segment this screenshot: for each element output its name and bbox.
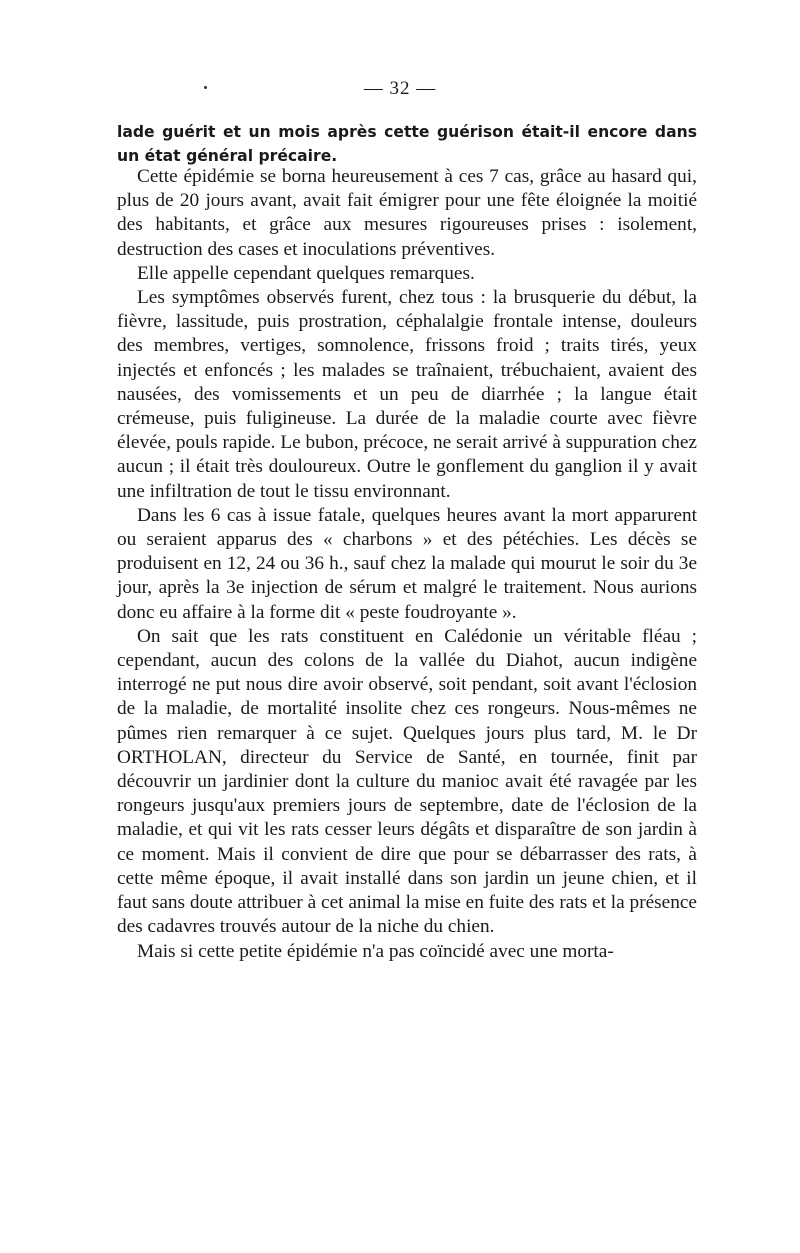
- body-text: [117, 165, 697, 964]
- paragraph-1: Cette épidémie se borna heureusement à ces 7 cas, grâce au hasard qui, plus de 20 jours avant, avait fait émigrer pour une fête éloignée la moitié des habitants, et grâce aux mesures rigoureuses prises : isolement, destruction des cases et inoculations préventives.: [117, 166, 697, 260]
- paragraph-5: On sait que les rats constituent en Calédonie un véritable fléau ; cependant, aucun des colons de la vallée du Diahot, aucun indigène interrogé ne put nous dire avoir observé, soit pendant, soit avant l'éclosion de la maladie, de mortalité insolite chez ces rongeurs. Nous-mêmes ne pûmes rien remarquer à ce sujet. Quelques jours plus tard, M. le Dr ORTHOLAN, directeur du Service de Santé, en tournée, finit par découvrir un jardinier dont la culture du manioc avait été ravagée par les rongeurs jusqu'aux premiers jours de septembre, date de l'éclosion de la maladie, et qui vit les rats cesser leurs dégâts et disparaître de son jardin à ce moment. Mais il convient de dire que pour se débarrasser des rats, à cette même époque, il avait installé dans son jardin un jeune chien, et il faut sans doute attribuer à cet animal la mise en fuite des rats et la présence des cadavres trouvés autour de la niche du chien.: [117, 625, 697, 938]
- paragraph-4: Dans les 6 cas à issue fatale, quelques heures avant la mort apparurent ou seraient apparus des « charbons » et des pétéchies. Les décès se produisent en 12, 24 ou 36 h., sauf chez la malade qui mourut le soir du 3e jour, après la 3e injection de sérum et malgré le traitement. Nous aurions donc eu affaire à la forme dit « peste foudroyante ».: [117, 504, 697, 623]
- paragraph-2: Elle appelle cependant quelques remarques.: [137, 262, 475, 284]
- page-number: — 32 —: [363, 78, 437, 99]
- paragraph-6: Mais si cette petite épidémie n'a pas coïncidé avec une morta-: [137, 940, 614, 962]
- paragraph-3: Les symptômes observés furent, chez tous : la brusquerie du début, la fièvre, lassitude, puis prostration, céphalalgie frontale intense, douleurs des membres, vertiges, somnolence, frissons froid ; traits tirés, yeux injectés et enfoncés ; les malades se traînaient, trébuchaient, avaient des nausées, des vomissements et un peu de diarrhée ; la langue était crémeuse, puis fuligineuse. La durée de la maladie courte avec fièvre élevée, pouls rapide. Le bubon, précoce, ne serait arrivé à suppuration chez aucun ; il était très douloureux. Outre le gonflement du ganglion il y avait une infiltration de tout le tissu environnant.: [117, 287, 697, 502]
- intro-paragraph: lade guérit et un mois après cette guérison était-il encore dans un état général précaire.: [117, 123, 697, 165]
